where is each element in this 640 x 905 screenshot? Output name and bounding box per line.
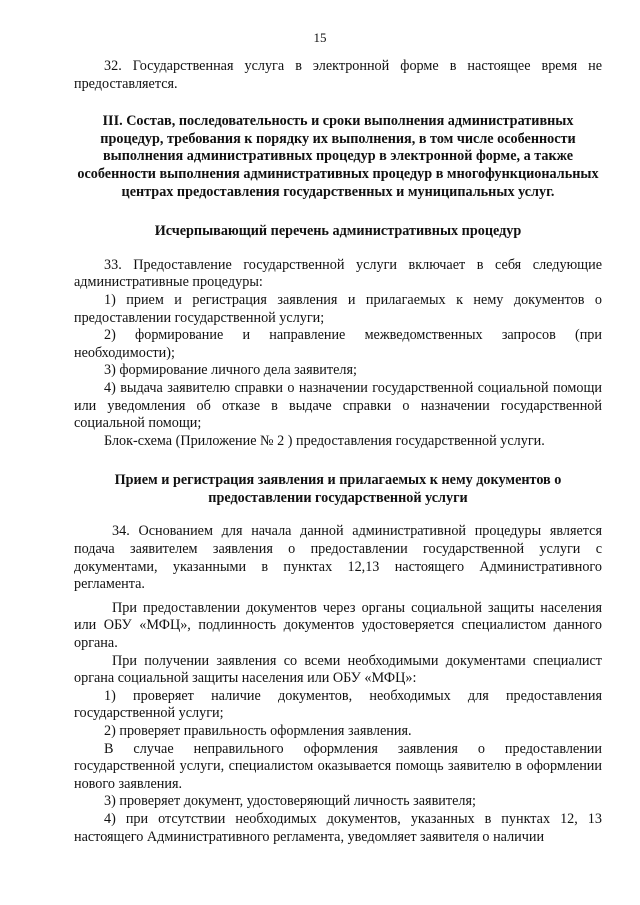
item-33-step-3: 3) формирование личного дела заявителя; (104, 362, 357, 379)
item-33-step-2: 2) формирование и направление межведомственных запросов (при необходимости); (74, 327, 602, 361)
item-34-p1: 34. Основанием для начала данной административной процедуры является подача заявителем заявления о предоставлении государственной услуги с документами, указанными в пунктах 12,13 настоящего Административного регламента. (74, 523, 602, 593)
page-number: 15 (313, 30, 327, 45)
item-34-step-1: 1) проверяет наличие документов, необходимых для предоставления государственной услуги; (74, 687, 602, 722)
item-34-step-2-note: В случае неправильного оформления заявления о предоставлении государственной услуги, специалистом оказывается помощь заявителю в оформлении нового заявления. (74, 740, 602, 792)
section-3-heading: III. Состав, последовательность и сроки выполнения административных процедур, требования к порядку их выполнения, в том числе особенности выполнения административных процедур в электронной форме, а также особенности выполнения административных процедур в многофункциональных центрах предоставления государственных и муниципальных услуг. (77, 113, 599, 200)
item-34-p2: При предоставлении документов через органы социальной защиты населения или ОБУ «МФЦ», подлинность документов удостоверяется специалистом данного органа. (74, 599, 602, 652)
procedures-heading: Исчерпывающий перечень административных процедур (154, 223, 522, 240)
item-33-step-4: 4) выдача заявителю справки о назначении государственной социальной помощи или уведомления об отказе в выдаче справки о назначении государственной социальной помощи; (74, 379, 602, 432)
item-34-step-2: 2) проверяет правильность оформления заявления. (104, 723, 412, 739)
item-33-step-1: 1) прием и регистрация заявления и прилагаемых к нему документов о предоставлении государственной услуги; (74, 291, 602, 326)
document-body (74, 58, 602, 846)
block-scheme-note: Блок-схема (Приложение № 2 ) предоставления государственной услуги. (104, 432, 545, 449)
item-33-intro: 33. Предоставление государственной услуги включает в себя следующие административные процедуры: (74, 256, 602, 291)
item-34-p3: При получении заявления со всеми необходимыми документами специалист органа социальной защиты населения или ОБУ «МФЦ»: (74, 652, 602, 687)
item-32: 32. Государственная услуга в электронной форме в настоящее время не предоставляется. (74, 58, 602, 92)
item-34-step-3: 3) проверяет документ, удостоверяющий личность заявителя; (104, 793, 476, 810)
item-34-step-4: 4) при отсутствии необходимых документов, указанных в пунктах 12, 13 настоящего Административного регламента, уведомляет заявителя о наличии (74, 810, 602, 845)
reception-heading: Прием и регистрация заявления и прилагаемых к нему документов о предоставлении государственной услуги (114, 472, 562, 506)
